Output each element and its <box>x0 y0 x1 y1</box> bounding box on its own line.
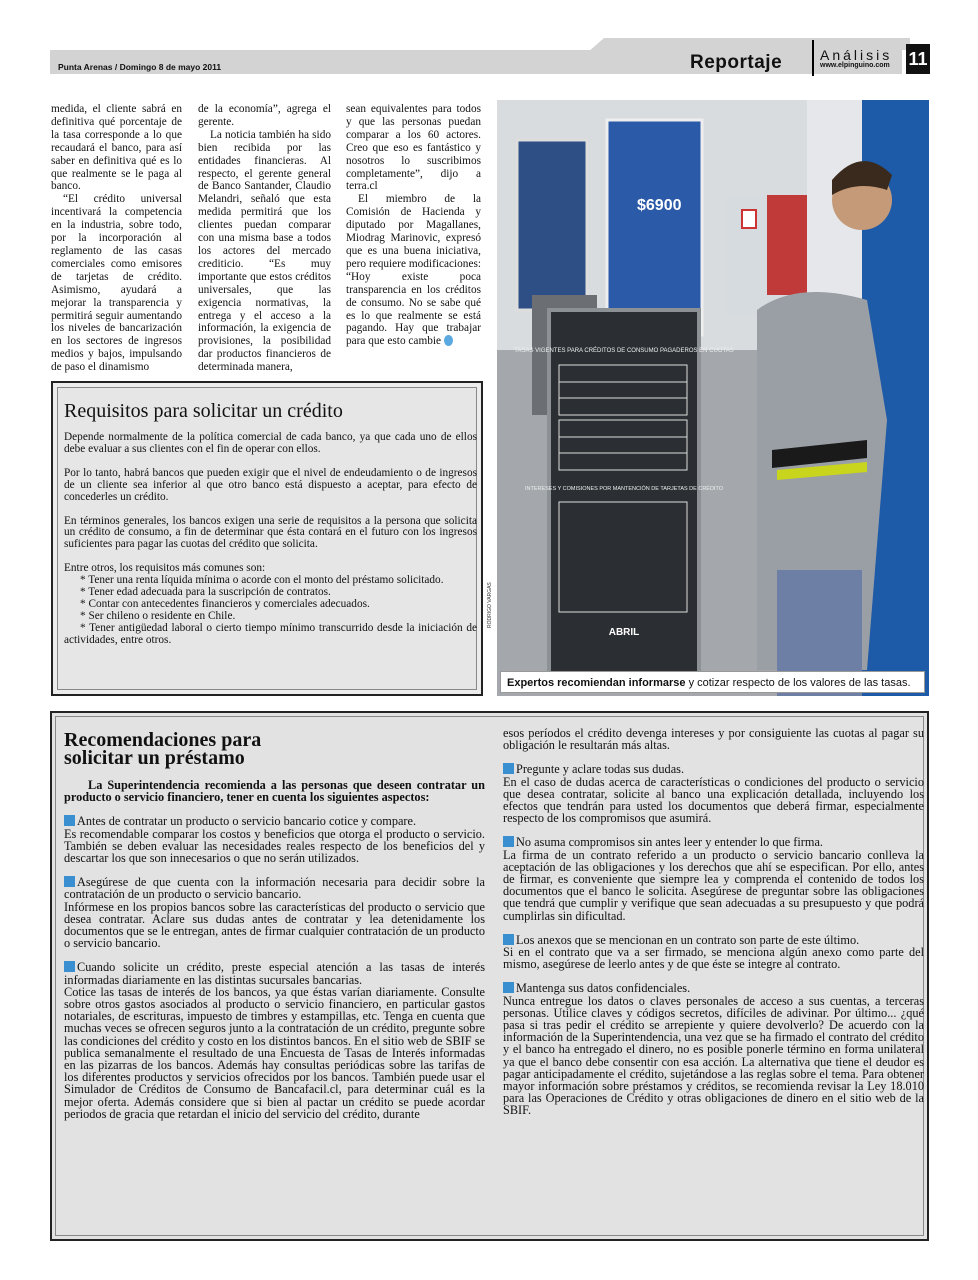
article-column-2 <box>198 103 331 374</box>
article-column-1 <box>51 103 182 374</box>
recommendation-head <box>64 961 485 985</box>
requisitos-item: * Ser chileno o residente en Chile. <box>80 609 236 622</box>
recommendation-head <box>503 763 924 775</box>
logo-text: Análisis <box>820 47 893 63</box>
recommendation-head <box>503 836 924 848</box>
square-bullet-icon <box>503 982 514 993</box>
square-bullet-icon <box>64 815 75 826</box>
recomendaciones-right-column <box>503 727 924 1117</box>
recommendation-body: Nunca entregue los datos o claves personales de acceso a sus cuentas, a terceras personas. Utilice claves y códigos secretos, difíciles de adivinar. Por último... ¿qué pasa si tras pedir el crédito se arrepiente y quiere devolverlo? De acuerdo con la información de la Superintendencia, una vez que se ha firmado el contrato del crédito y el banco ha entregado el dinero, no es posible ponerle término en forma unilateral ya que el banco debe consentir con esa acción. La alternativa que tiene el deudor es pagar anticipadamente el crédito, sujetándose a las reglas sobre el tema. Para obtener mayor información sobre préstamos y créditos, se recomienda revisar la Ley 18.010 para las Operaciones de Crédito y otras obligaciones de dinero en el sitio web de la SBIF. <box>503 993 924 1118</box>
article-paragraph: sean equivalentes para todos y que las personas puedan comparar a los 60 actores. Creo que eso es fantástico y nosotros lo suscribimos completamente”, dijo a terra.cl <box>346 103 481 193</box>
page-header <box>50 38 930 78</box>
recomendaciones-box-inner <box>55 716 924 1236</box>
recommendation-head-text: Antes de contratar un producto o servicio bancario cotice y compare. <box>77 814 417 829</box>
square-bullet-icon <box>503 934 514 945</box>
newspaper-logo <box>812 40 910 76</box>
article-paragraph: medida, el cliente sabrá en definitiva qué porcentaje de la tasa corresponde a lo que recaudará el banco, para así saber en definitiva qué es lo que realmente se le paga al banco. <box>51 103 182 193</box>
page-number: 11 <box>906 44 930 74</box>
photo-credit: RODRIGO VARGAS <box>487 582 493 628</box>
requisitos-title: Requisitos para solicitar un crédito <box>64 400 343 422</box>
board-title: TASAS VIGENTES PARA CRÉDITOS DE CONSUMO PAGADEROS EN CUOTAS <box>514 348 734 354</box>
recommendation-head-text: No asuma compromisos sin antes leer y entender lo que firma. <box>516 835 823 850</box>
recommendation-head <box>503 982 924 994</box>
board-footer: ABRIL <box>608 627 640 638</box>
logo-url: www.elpinguino.com <box>820 62 890 69</box>
article-column-3 <box>346 103 481 348</box>
requisitos-body <box>64 432 477 647</box>
recommendation-body: esos períodos el crédito devenga intereses y por consiguiente las cuotas al pagar su obligación le resultarán más altas. <box>503 726 924 753</box>
requisitos-paragraph: Entre otros, los requisitos más comunes son: <box>64 562 266 575</box>
recommendation-head-text: Cuando solicite un crédito, preste especial atención a las tasas de interés informadas diariamente en las distintas sucursales bancarias. <box>64 960 485 987</box>
section-title: Reportaje <box>690 52 783 73</box>
recommendation-body: Es recomendable comparar los costos y beneficios que otorga el producto o servicio. También se deben evaluar las necesidades reales respecto de los beneficios del y descartar los que son innecesarios o que no serán utilizados. <box>64 826 485 866</box>
recomendaciones-title-line: Recomendaciones para <box>64 729 262 751</box>
recommendation-body: Cotice las tasas de interés de los bancos, ya que éstas varían diariamente. Consulte sobre otros gastos asociados al producto o servicio financiero, en particular gastos notariales, de escrituras, impuesto de timbres y estampillas, etc. Tenga en cuenta que muchas veces se ofrecen seguros junto a la contratación de un crédito, pregunte sobre las condiciones del crédito y costo en los distintos bancos. En el sitio web de SBIF se publica semanalmente el resultado de una Encuesta de Tasas de Interés informadas en las pizarras de los bancos. Además hay consultas periódicas sobre las tarifas de los diferentes productos y servicios ofrecidos por los bancos. También puede usar el Simulador de Créditos de Consumo de Bancafacil.cl, para determinar cuál es la mejor oferta. Además considere que si bien al pactar un crédito se puede acordar periodos de gracia que retardan el inicio del servicio del crédito, durante <box>64 984 485 1121</box>
recommendation-head <box>64 815 485 827</box>
requisitos-item: * Tener edad adecuada para la suscripción de contratos. <box>80 586 331 599</box>
requisitos-item: * Tener antigüedad laboral o cierto tiempo mínimo transcurrido desde la iniciación de actividades, entre otros. <box>64 621 477 646</box>
square-bullet-icon <box>503 763 514 774</box>
dateline: Punta Arenas / Domingo 8 de mayo 2011 <box>58 62 222 72</box>
recomendaciones-title <box>64 731 464 767</box>
requisitos-box <box>51 381 483 696</box>
recommendation-head-text: Asegúrese de que cuenta con la información necesaria para decidir sobre la contratación de un producto o servicio bancario. <box>64 875 485 902</box>
article-paragraph-text: El miembro de la Comisión de Hacienda y diputado por Magallanes, Miodrag Marinovic, expresó que es una buena iniciativa, pero requiere modificaciones: “Hoy existe poca transparencia en los créditos de consumo. No se sabe qué es lo que realmente se está pagando. Hay que trabajar para que esto cambie <box>346 193 481 348</box>
recommendation-head-text: Los anexos que se mencionan en un contrato son parte de este último. <box>516 932 860 947</box>
requisitos-paragraph: Por lo tanto, habrá bancos que pueden exigir que el nivel de endeudamiento o de ingresos de un cliente sea inferior al que otro banco está dispuesto a aceptar, para efecto de concederles un crédito. <box>64 466 477 503</box>
recomendaciones-intro: La Superintendencia recomienda a las personas que deseen contratar un producto o servicio financiero, tener en cuenta los siguientes aspectos: <box>64 778 485 805</box>
article-paragraph: La noticia también ha sido bien recibida por las entidades financieras. Al respecto, el gerente general de Banco Santander, Claudio Melandri, señaló que esta medida permitirá que los clientes puedan comparar con una misma base a todos los actores del mercado crediticio. “Es muy importante que estos créditos universales, que las exigencia normativas, la entrega y el acceso a la información, la exigencia de provisiones, la posibilidad dar productos financieros de determinada manera, <box>198 128 331 374</box>
requisitos-item: * Tener una renta líquida mínima o acorde con el monto del préstamo solicitado. <box>80 574 444 587</box>
requisitos-item: * Contar con antecedentes financieros y comerciales adecuados. <box>80 597 370 610</box>
recommendation-body: Infórmese en los propios bancos sobre las características del producto o servicio que desea contratar. Aclare sus dudas antes de contratar y lea detenidamente los documentos que se le entregan, antes de firmar cualquier contratación de un producto o servicio bancario. <box>64 899 485 951</box>
recommendation-body: Si en el contrato que va a ser firmado, se menciona algún anexo como parte del mismo, asegúrese de leerlo antes y de que éste se integre al contrato. <box>503 945 924 972</box>
requisitos-paragraph: En términos generales, los bancos exigen una serie de requisitos a la persona que solicita un crédito de consumo, a fin de determinar que ésta contará en el futuro con los ingresos suficientes para pagar las cuotas del crédito que solicita. <box>64 514 477 551</box>
caption-text: y cotizar respecto de los valores de las tasas. <box>685 677 911 689</box>
photo-caption <box>500 671 925 693</box>
square-bullet-icon <box>503 836 514 847</box>
requisitos-box-inner <box>57 387 477 690</box>
article-paragraph: de la economía”, agrega el gerente. <box>198 103 331 128</box>
square-bullet-icon <box>64 876 75 887</box>
article-paragraph: “El crédito universal incentivará la competencia en la industria, sobre todo, por la incorporación al reglamento de las casas comerciales como emisores de tarjetas de crédito. Asimismo, ayudará a mejorar la transparencia y permitirá seguir aumentando los niveles de bancarización en los sectores de ingresos medios y bajos, impulsando de paso el dinamismo <box>51 193 182 374</box>
recomendaciones-title-line: solicitar un préstamo <box>64 747 245 769</box>
recomendaciones-left-column <box>64 779 485 1120</box>
bank-branch-illustration <box>497 100 929 696</box>
article-paragraph <box>346 193 481 348</box>
recommendation-body: La firma de un contrato referido a un producto o servicio bancario conlleva la aceptación de las obligaciones y los derechos que ahí se especifican. Por ello, antes de firmar, es conveniente que siempre lea y comprenda el contenido de todos los documentos que el banco le solicita. Asegúrese de preguntar sobre las obligaciones que tendrá que cumplir y verifique que sean adecuadas a su presupuesto y que podrá cumplirlas sin dificultad. <box>503 847 924 923</box>
square-bullet-icon <box>64 961 75 972</box>
board-section-2: INTERESES Y COMISIONES POR MANTENCIÓN DE TARJETAS DE CRÉDITO <box>524 486 724 492</box>
recommendation-body: En el caso de dudas acerca de características o condiciones del producto o servicio que desea contratar, solicite al banco una explicación detallada, incluyendo los efectos que tendrán para usted los documentos que deberá firmar, especialmente respecto de los compromisos que asumirá. <box>503 774 924 826</box>
recommendation-head <box>64 876 485 900</box>
article-photo <box>497 100 929 696</box>
requisitos-paragraph: Depende normalmente de la política comercial de cada banco, ya que cada uno de ellos debe evaluar a sus clientes con el fin de operar con ellos. <box>64 431 477 455</box>
recommendation-head-text: Pregunte y aclare todas sus dudas. <box>516 762 685 777</box>
caption-bold: Expertos recomiendan informarse <box>507 677 686 689</box>
recomendaciones-box <box>50 711 929 1241</box>
end-mark-icon <box>444 335 453 346</box>
recommendation-head-text: Mantenga sus datos confidenciales. <box>516 981 691 996</box>
poster-amount: $6900 <box>637 197 682 214</box>
